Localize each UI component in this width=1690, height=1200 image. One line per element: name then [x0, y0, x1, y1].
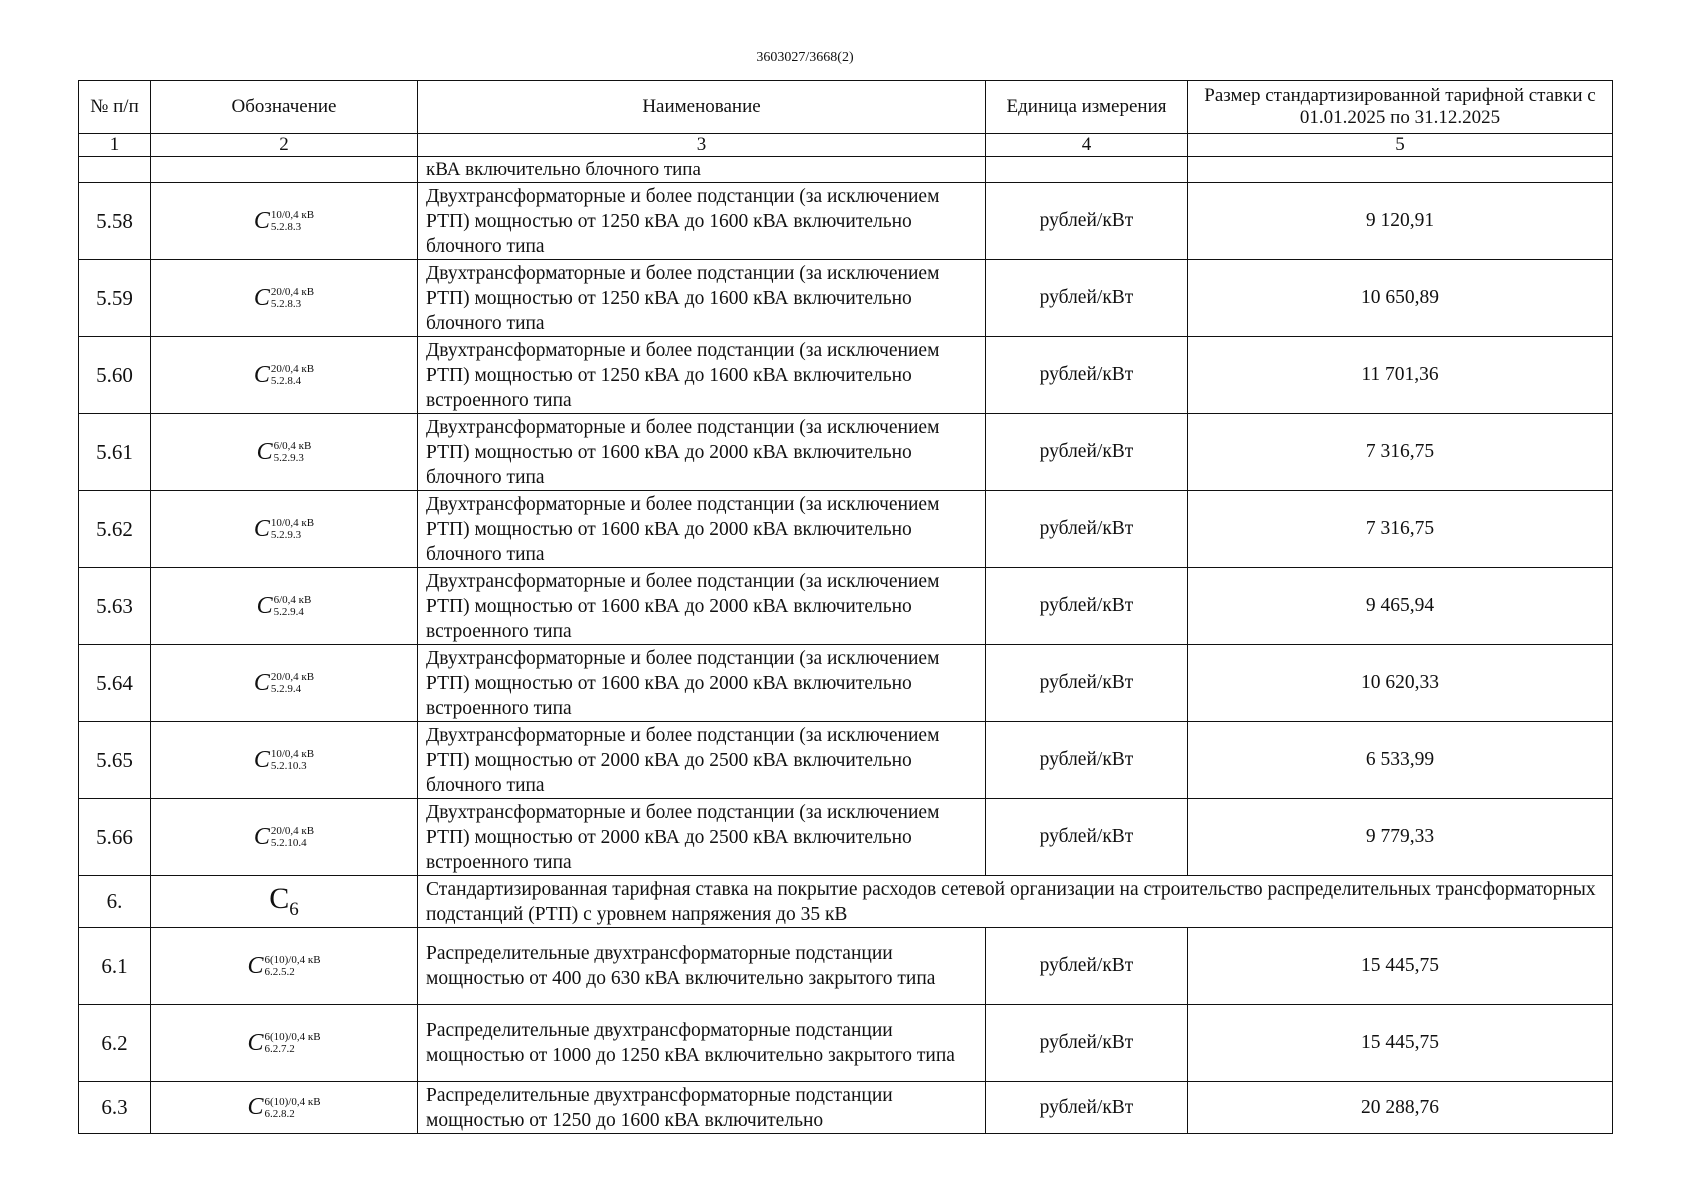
- symbol-subscript: 5.2.9.3: [273, 452, 304, 464]
- symbol-letter: C: [256, 592, 273, 619]
- row-unit: рублей/кВт: [986, 722, 1188, 799]
- row-unit: рублей/кВт: [986, 1005, 1188, 1082]
- symbol-superscript: 6/0,4 кВ: [273, 440, 312, 452]
- header-rate: Размер стандартизированной тарифной ставки с 01.01.2025 по 31.12.2025: [1188, 81, 1613, 134]
- symbol-superscript: 6(10)/0,4 кВ: [264, 954, 321, 966]
- row-name: Двухтрансформаторные и более подстанции (за исключением РТП) мощностью от 2000 кВА до 2500 кВА включительно блочного типа: [418, 722, 986, 799]
- symbol-superscript: 10/0,4 кВ: [270, 209, 315, 221]
- table-row: [79, 260, 1613, 337]
- table-row: [79, 568, 1613, 645]
- symbol-subscript: 5.2.9.3: [270, 529, 302, 541]
- column-number: 5: [1188, 134, 1613, 157]
- row-unit: рублей/кВт: [986, 799, 1188, 876]
- row-number: 5.65: [79, 722, 151, 799]
- section-row: [79, 876, 1613, 928]
- section-name: Стандартизированная тарифная ставка на покрытие расходов сетевой организации на строительство распределительных трансформаторных подстанций (РТП) с уровнем напряжения до 35 кВ: [418, 876, 1613, 928]
- header-number: № п/п: [79, 81, 151, 134]
- symbol-superscript: 6/0,4 кВ: [273, 594, 312, 606]
- row-value: 9 465,94: [1188, 568, 1613, 645]
- tariff-symbol: [247, 1030, 320, 1057]
- row-unit: рублей/кВт: [986, 928, 1188, 1005]
- tariff-symbol: [254, 285, 314, 312]
- row-name: Распределительные двухтрансформаторные подстанции мощностью от 1250 до 1600 кВА включительно: [418, 1082, 986, 1134]
- row-name: Двухтрансформаторные и более подстанции (за исключением РТП) мощностью от 1250 кВА до 1600 кВА включительно блочного типа: [418, 260, 986, 337]
- symbol-subscript: 5.2.9.4: [270, 683, 302, 695]
- table-row: [79, 799, 1613, 876]
- row-name: Двухтрансформаторные и более подстанции (за исключением РТП) мощностью от 1600 кВА до 2000 кВА включительно встроенного типа: [418, 568, 986, 645]
- table-row: [79, 1005, 1613, 1082]
- row-designation: [151, 414, 418, 491]
- section-number: 6.: [79, 876, 151, 928]
- row-unit: рублей/кВт: [986, 183, 1188, 260]
- tariff-symbol: [254, 670, 314, 697]
- row-unit: рублей/кВт: [986, 568, 1188, 645]
- symbol-letter: C: [256, 438, 273, 465]
- symbol-letter: C: [247, 952, 264, 979]
- symbol-superscript: 10/0,4 кВ: [270, 517, 315, 529]
- row-number: 5.60: [79, 337, 151, 414]
- row-value: 7 316,75: [1188, 491, 1613, 568]
- column-numbers-row: [79, 134, 1613, 157]
- tariff-symbol: [247, 953, 320, 980]
- symbol-superscript: 20/0,4 кВ: [270, 825, 315, 837]
- symbol-subscript: 5.2.8.4: [270, 375, 302, 387]
- row-designation: [151, 1005, 418, 1082]
- symbol-subscript: 5.2.9.4: [273, 606, 304, 618]
- row-number: 5.66: [79, 799, 151, 876]
- symbol-superscript: 6(10)/0,4 кВ: [264, 1095, 321, 1108]
- column-number: 2: [151, 134, 418, 157]
- row-value: 9 120,91: [1188, 183, 1613, 260]
- tariff-table: [78, 80, 1613, 1134]
- row-value: 6 533,99: [1188, 722, 1613, 799]
- row-unit: рублей/кВт: [986, 260, 1188, 337]
- table-row: [79, 183, 1613, 260]
- row-designation: [151, 568, 418, 645]
- row-number: 5.64: [79, 645, 151, 722]
- symbol-subscript: 6: [289, 899, 299, 920]
- tariff-symbol: [254, 516, 314, 543]
- row-value: 11 701,36: [1188, 337, 1613, 414]
- row-name: Двухтрансформаторные и более подстанции (за исключением РТП) мощностью от 1250 кВА до 1600 кВА включительно встроенного типа: [418, 337, 986, 414]
- row-designation: [151, 799, 418, 876]
- symbol-letter: C: [253, 361, 270, 388]
- symbol-subscript: 5.2.8.3: [270, 298, 302, 310]
- header-designation: Обозначение: [151, 81, 418, 134]
- row-name: Распределительные двухтрансформаторные подстанции мощностью от 1000 до 1250 кВА включительно закрытого типа: [418, 1005, 986, 1082]
- row-number: 5.58: [79, 183, 151, 260]
- row-value: 15 445,75: [1188, 928, 1613, 1005]
- row-number: 5.61: [79, 414, 151, 491]
- symbol-subscript: 5.2.10.3: [270, 760, 307, 772]
- row-name: Двухтрансформаторные и более подстанции (за исключением РТП) мощностью от 1600 кВА до 2000 кВА включительно встроенного типа: [418, 645, 986, 722]
- tariff-symbol: [254, 208, 314, 235]
- row-designation: [151, 928, 418, 1005]
- row-name: Распределительные двухтрансформаторные подстанции мощностью от 400 до 630 кВА включительно закрытого типа: [418, 928, 986, 1005]
- symbol-superscript: 10/0,4 кВ: [270, 748, 315, 760]
- row-unit: рублей/кВт: [986, 414, 1188, 491]
- column-number: 1: [79, 134, 151, 157]
- row-name: Двухтрансформаторные и более подстанции (за исключением РТП) мощностью от 1600 кВА до 2000 кВА включительно блочного типа: [418, 491, 986, 568]
- symbol-superscript: 20/0,4 кВ: [270, 286, 315, 298]
- row-designation: [151, 491, 418, 568]
- symbol-letter: C: [253, 823, 270, 850]
- table-row: [79, 645, 1613, 722]
- row-value: 10 650,89: [1188, 260, 1613, 337]
- section-designation: [151, 876, 418, 928]
- header-unit: Единица измерения: [986, 81, 1188, 134]
- symbol-letter: C: [253, 746, 270, 773]
- symbol-superscript: 20/0,4 кВ: [270, 363, 315, 375]
- section-symbol: [269, 882, 299, 920]
- row-name: кВА включительно блочного типа: [418, 157, 986, 183]
- row-number: 6.3: [79, 1082, 151, 1134]
- row-designation: [151, 337, 418, 414]
- table-row: [79, 414, 1613, 491]
- row-designation: [151, 260, 418, 337]
- row-value: 15 445,75: [1188, 1005, 1613, 1082]
- symbol-letter: C: [247, 1094, 264, 1120]
- row-designation: [151, 722, 418, 799]
- row-unit: рублей/кВт: [986, 337, 1188, 414]
- table-row: [79, 928, 1613, 1005]
- symbol-letter: C: [253, 207, 270, 234]
- symbol-subscript: 6.2.5.2: [264, 966, 295, 978]
- symbol-letter: C: [253, 669, 270, 696]
- header-name: Наименование: [418, 81, 986, 134]
- table-row: [79, 337, 1613, 414]
- row-number: 5.62: [79, 491, 151, 568]
- row-designation: [151, 645, 418, 722]
- symbol-subscript: 6.2.8.2: [264, 1107, 295, 1120]
- row-number: 6.2: [79, 1005, 151, 1082]
- row-number: 5.59: [79, 260, 151, 337]
- row-name: Двухтрансформаторные и более подстанции (за исключением РТП) мощностью от 1600 кВА до 2000 кВА включительно блочного типа: [418, 414, 986, 491]
- continuation-row: [79, 157, 1613, 183]
- table-row: [79, 1082, 1613, 1134]
- symbol-letter: C: [269, 882, 290, 915]
- table-row: [79, 491, 1613, 568]
- row-value: 20 288,76: [1188, 1082, 1613, 1134]
- row-value: 9 779,33: [1188, 799, 1613, 876]
- row-name: Двухтрансформаторные и более подстанции (за исключением РТП) мощностью от 2000 кВА до 2500 кВА включительно встроенного типа: [418, 799, 986, 876]
- symbol-subscript: 6.2.7.2: [264, 1043, 295, 1055]
- symbol-letter: C: [247, 1029, 264, 1056]
- column-number: 4: [986, 134, 1188, 157]
- document-number: 3603027/3668(2): [756, 50, 854, 65]
- symbol-subscript: 5.2.8.3: [270, 221, 302, 233]
- row-designation: [151, 1082, 418, 1134]
- row-unit: рублей/кВт: [986, 1082, 1188, 1134]
- header-row: [79, 81, 1613, 134]
- row-number: 5.63: [79, 568, 151, 645]
- row-number: 6.1: [79, 928, 151, 1005]
- tariff-symbol: [254, 747, 314, 774]
- symbol-superscript: 6(10)/0,4 кВ: [264, 1031, 321, 1043]
- tariff-symbol: [254, 362, 314, 389]
- row-designation: [151, 183, 418, 260]
- tariff-symbol: [247, 1094, 320, 1121]
- symbol-letter: C: [253, 515, 270, 542]
- symbol-superscript: 20/0,4 кВ: [270, 671, 315, 683]
- row-unit: рублей/кВт: [986, 645, 1188, 722]
- symbol-subscript: 5.2.10.4: [270, 837, 307, 849]
- symbol-letter: C: [253, 284, 270, 311]
- table-row: [79, 722, 1613, 799]
- tariff-symbol: [257, 439, 312, 466]
- row-unit: рублей/кВт: [986, 491, 1188, 568]
- row-value: 10 620,33: [1188, 645, 1613, 722]
- row-value: 7 316,75: [1188, 414, 1613, 491]
- row-name: Двухтрансформаторные и более подстанции (за исключением РТП) мощностью от 1250 кВА до 1600 кВА включительно блочного типа: [418, 183, 986, 260]
- column-number: 3: [418, 134, 986, 157]
- tariff-symbol: [254, 824, 314, 851]
- tariff-symbol: [257, 593, 312, 620]
